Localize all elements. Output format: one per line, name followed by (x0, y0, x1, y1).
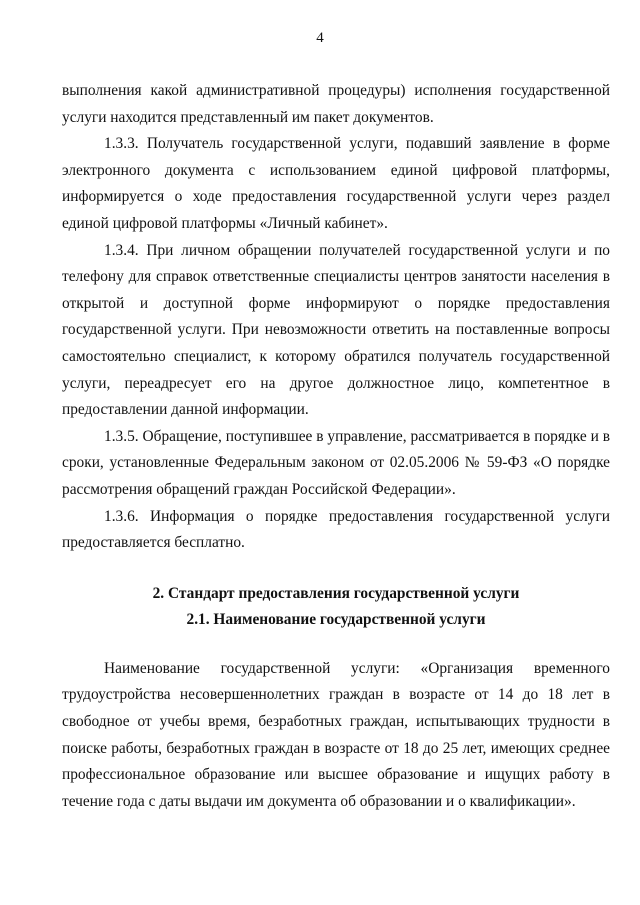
page-number: 4 (316, 30, 324, 46)
paragraph-continuation: выполнения какой административной процедуры) исполнения государственной услуги находится представленный им пакет документов. (62, 82, 610, 126)
paragraph-1-3-5: 1.3.5. Обращение, поступившее в управление, рассматривается в порядке и в сроки, установленные Федеральным законом от 02.05.2006 № 59-ФЗ «О порядке рассмотрения обращений граждан Российской Федерации». (62, 427, 610, 498)
paragraph-1-3-3: 1.3.3. Получатель государственной услуги, подавший заявление в форме электронного документа с использованием единой цифровой платформы, информируется о ходе предоставления государственной услуги через раздел единой цифровой платформы «Личный кабинет». (62, 135, 610, 232)
document-body (62, 78, 610, 815)
paragraph-2-1-service-name: Наименование государственной услуги: «Организация временного трудоустройства несовершеннолетних граждан в возрасте от 14 до 18 лет в свободное от учебы время, безработных граждан, испытывающих трудности в поиске работы, безработных граждан в возрасте от 18 до 25 лет, имеющих среднее профессиональное образование или высшее образование и ищущих работу в течение года с даты выдачи им документа об образовании и о квалификации». (62, 659, 610, 810)
paragraph-1-3-4: 1.3.4. При личном обращении получателей государственной услуги и по телефону для справок ответственные специалисты центров занятости населения в открытой и доступной форме информируют о порядке предоставления государственной услуги. При невозможности ответить на поставленные вопросы самостоятельно специалист, к которому обратился получатель государственной услуги, переадресует его на другое должностное лицо, компетентное в предоставлении данной информации. (62, 241, 610, 419)
section-heading-2-1: 2.1. Наименование государственной услуги (186, 611, 486, 629)
section-heading-2: 2. Стандарт предоставления государственной услуги (152, 584, 520, 602)
paragraph-1-3-6: 1.3.6. Информация о порядке предоставления государственной услуги предоставляется бесплатно. (62, 507, 610, 552)
